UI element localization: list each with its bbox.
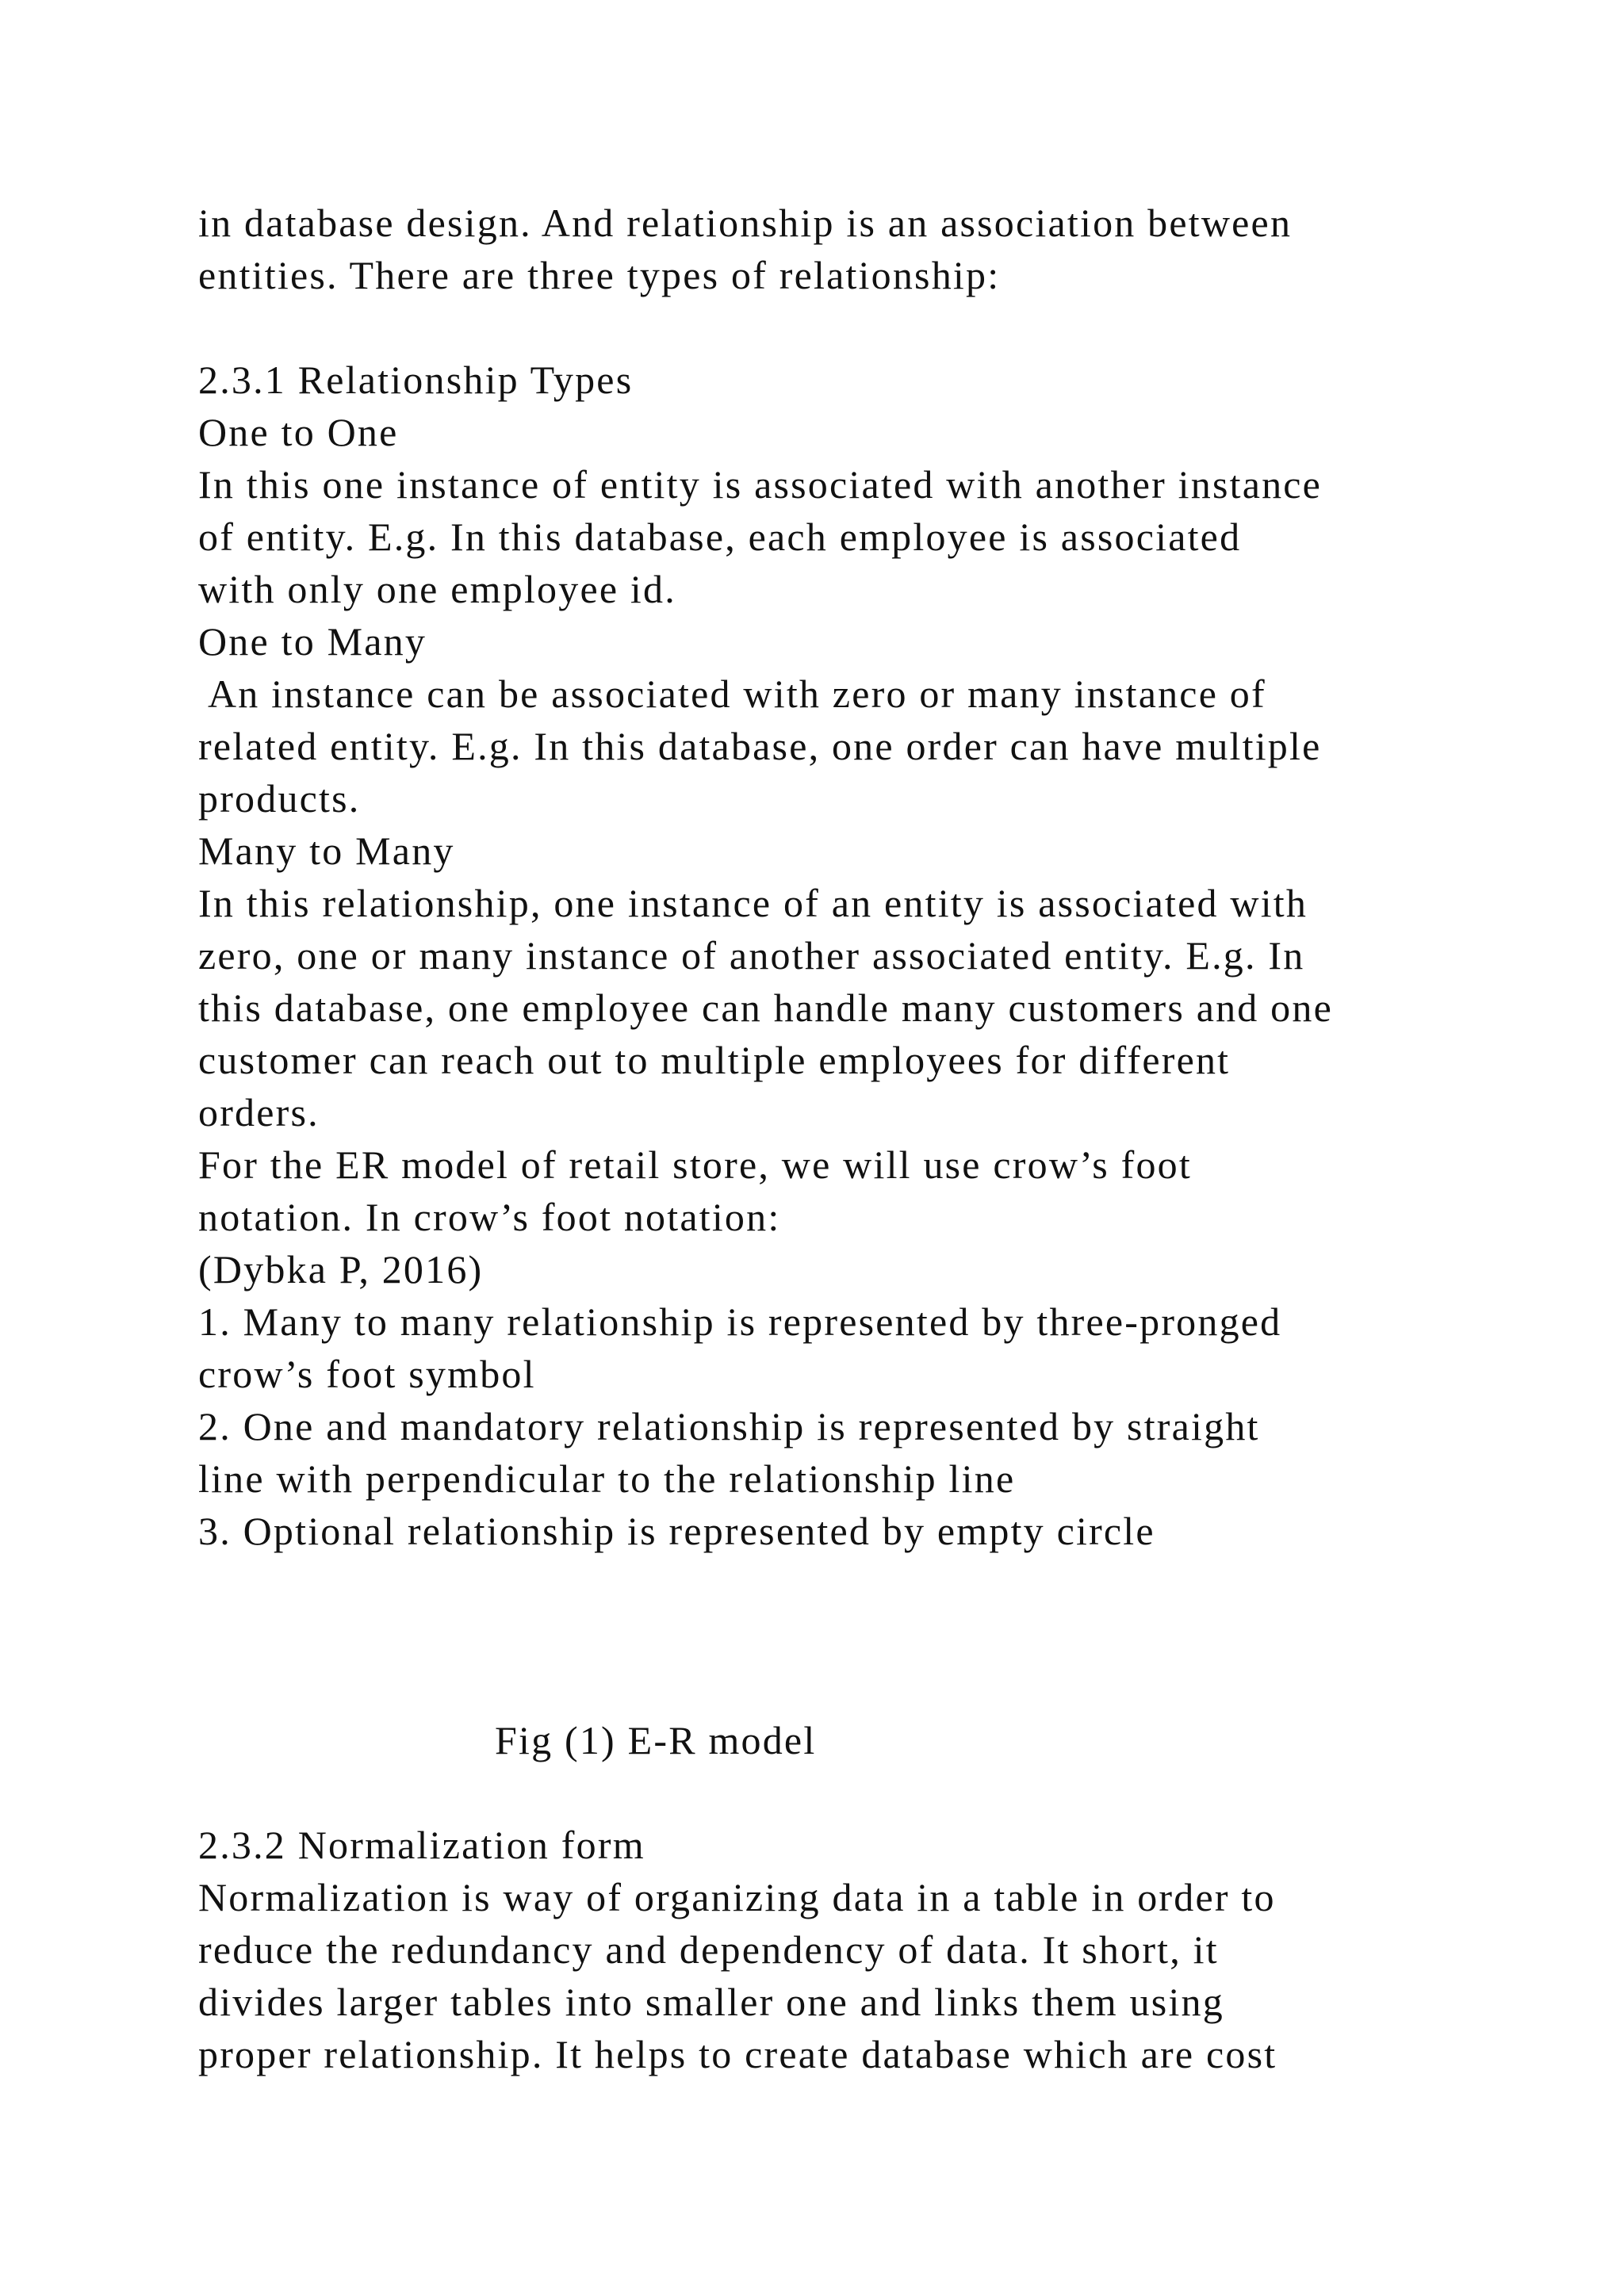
- text-line: with only one employee id.: [198, 567, 676, 611]
- text-line: In this relationship, one instance of an entity is associated with: [198, 881, 1308, 925]
- text-line: proper relationship. It helps to create database which are cost: [198, 2032, 1277, 2076]
- text-line: entities. There are three types of relationship:: [198, 253, 1001, 297]
- text-line: zero, one or many instance of another associated entity. E.g. In: [198, 933, 1305, 978]
- list-item: 2. One and mandatory relationship is represented by straight: [198, 1404, 1260, 1448]
- text-line: products.: [198, 776, 361, 821]
- text-line: In this one instance of entity is associated with another instance: [198, 462, 1323, 507]
- text-line: in database design. And relationship is an association between: [198, 201, 1293, 245]
- list-item-continuation: line with perpendicular to the relationship line: [198, 1456, 1016, 1501]
- list-item: 3. Optional relationship is represented by empty circle: [198, 1509, 1155, 1553]
- text-line: this database, one employee can handle many customers and one: [198, 985, 1333, 1030]
- subheading: One to Many: [198, 619, 427, 664]
- citation: (Dybka P, 2016): [198, 1247, 484, 1292]
- figure-caption: Fig (1) E-R model: [495, 1718, 817, 1762]
- text-line: customer can reach out to multiple employees for different: [198, 1038, 1231, 1082]
- text-line: related entity. E.g. In this database, one order can have multiple: [198, 724, 1322, 768]
- section-heading: 2.3.2 Normalization form: [198, 1823, 645, 1867]
- subheading: Many to Many: [198, 828, 455, 873]
- list-item-continuation: crow’s foot symbol: [198, 1352, 536, 1396]
- text-line: An instance can be associated with zero or many instance of: [198, 672, 1266, 716]
- text-line: Normalization is way of organizing data in a table in order to: [198, 1875, 1276, 1919]
- text-line: of entity. E.g. In this database, each employee is associated: [198, 515, 1242, 559]
- list-item: 1. Many to many relationship is represented by three-pronged: [198, 1299, 1282, 1344]
- section-heading: 2.3.1 Relationship Types: [198, 358, 634, 402]
- text-line: divides larger tables into smaller one and links them using: [198, 1980, 1224, 2024]
- text-line: reduce the redundancy and dependency of data. It short, it: [198, 1927, 1219, 1972]
- text-line: notation. In crow’s foot notation:: [198, 1195, 781, 1239]
- text-line: orders.: [198, 1090, 320, 1135]
- text-line: For the ER model of retail store, we will use crow’s foot: [198, 1142, 1192, 1187]
- subheading: One to One: [198, 410, 399, 454]
